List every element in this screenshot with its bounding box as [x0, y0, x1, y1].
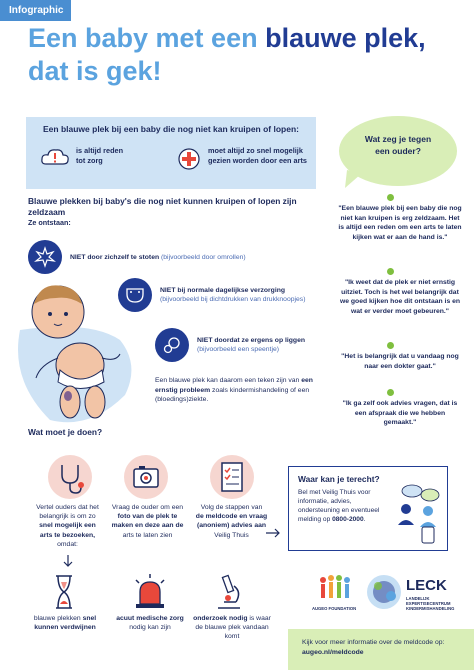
desc-post: zoals kindermishandeling of een (bloedings)ziekte. — [155, 386, 310, 403]
outcome-3-bold: onderzoek nodig — [193, 615, 248, 622]
contact-text-pre: Bel met Veilig Thuis voor informatie, advies, ondersteuning en eventueel melding op — [298, 489, 380, 523]
step-3-line: de meldcode en vraag — [195, 513, 268, 521]
quote-text: "Een blauwe plek bij een baby die nog niet kan kruipen is erg zeldzaam. Het is altijd een reden om een arts te laten kijken wat er aan de hand is." — [338, 205, 462, 241]
step-2-line: maken en deze aan de — [111, 522, 184, 530]
outcome-3-post: is waar de blauwe plek vandaan komt — [195, 615, 271, 640]
arrow-right-icon — [266, 528, 282, 538]
concern-item — [40, 146, 123, 172]
checklist-icon — [210, 455, 254, 499]
steps-heading: Wat moet je doen? — [28, 427, 103, 437]
leck-logo-text: LECK — [406, 577, 447, 594]
stethoscope-icon — [48, 455, 92, 499]
outcome-1-pre: blauwe plekken — [33, 615, 83, 622]
step-2-text — [100, 503, 195, 540]
step-1-line: belangrijk is om zo — [39, 513, 96, 521]
title-line2: dat is gek! — [28, 56, 162, 86]
step-3-line: Veilig Thuis — [214, 531, 249, 539]
quote-bullet-icon — [387, 389, 394, 396]
footer-text — [302, 638, 444, 658]
footer-box — [288, 629, 474, 670]
medical-cross-icon — [176, 146, 202, 172]
step-1-line: snel mogelijk een — [39, 522, 96, 530]
step-2-line: foto van de plek te — [117, 513, 178, 521]
key-message-heading: Een blauwe plek bij een baby die nog niet kan kruipen of lopen: — [43, 124, 299, 134]
cause-item — [118, 278, 333, 312]
leck-logo-subtitle: LANDELIJK EXPERTISECENTRUM KINDERMISHANDELING — [406, 596, 455, 611]
step-3-line: Volg de stappen van — [200, 504, 263, 511]
cause-bold: NIET doordat ze ergens op liggen — [197, 337, 306, 344]
outcome-2-post: nodig kan zijn — [129, 624, 171, 631]
baby-illustration — [10, 270, 145, 430]
bump-icon — [28, 240, 62, 274]
concern-line1: is altijd reden — [76, 146, 124, 155]
bubble-line1: Wat zeg je tegen — [364, 134, 432, 144]
quote-text: "Ik weet dat de plek er niet ernstig uitziet. Toch is het wel belangrijk dat we goed kijken hoe dit ontstaan is en wat er verder moet gebeuren." — [339, 279, 461, 315]
outcome-3-text — [192, 614, 272, 641]
siren-icon — [130, 572, 170, 612]
leck-logo-icon — [364, 572, 404, 612]
doctor-line2: gezien worden door een arts — [208, 156, 307, 165]
cause-item — [28, 240, 246, 274]
contact-text-post: . — [363, 516, 366, 523]
alert-cloud-icon — [40, 146, 70, 172]
quote-text: "Het is belangrijk dat u vandaag nog naar een dokter gaat." — [341, 353, 459, 370]
footer-link[interactable]: augeo.nl/meldcode — [302, 649, 364, 656]
page-title — [28, 22, 468, 88]
augeo-logo — [315, 572, 355, 604]
cause-extra: (bijvoorbeeld een speentje) — [197, 346, 279, 353]
title-part1: Een baby met een — [28, 23, 266, 53]
step-3-line: (anoniem) advies aan — [196, 522, 267, 530]
infographic-tag: Infographic — [0, 0, 71, 21]
step-1-line: Vertel ouders dat het — [36, 504, 99, 511]
quote-bullet-icon — [387, 194, 394, 201]
footer-line1: Kijk voor meer informatie over de meldcode op: — [302, 639, 445, 646]
microscope-icon — [208, 572, 248, 612]
bubble-line2: een ouder? — [375, 146, 421, 156]
step-2-line: arts te laten zien — [122, 531, 173, 539]
quote-bullet-icon — [387, 342, 394, 349]
quote-text: "Ik ga zelf ook advies vragen, dat is een afspraak die we hebben gemaakt." — [342, 400, 458, 426]
warning-description — [155, 376, 335, 405]
camera-icon — [124, 455, 168, 499]
pacifier-icon — [155, 328, 189, 362]
speech-bubble-text — [339, 133, 457, 157]
step-1-line: arts te bezoeken, — [39, 531, 96, 539]
contact-heading: Waar kan je terecht? — [298, 474, 380, 484]
augeo-logo-label: AUGEO FOUNDATION — [312, 606, 357, 611]
outcome-1-bold: snel kunnen verdwijnen — [34, 615, 97, 631]
step-1-line: omdat: — [57, 540, 78, 548]
desc-pre: Een blauwe plek kan daarom een teken zijn van — [155, 377, 302, 384]
step-3-text — [184, 503, 279, 540]
cause-bold: NIET bij normale dagelijkse verzorging — [160, 287, 286, 294]
desc-bold: een ernstig probleem — [155, 377, 313, 394]
contact-phone: 0800-2000 — [332, 516, 364, 523]
cause-extra: (bijvoorbeeld door omrollen) — [161, 253, 246, 261]
concern-line2: tot zorg — [76, 156, 103, 165]
title-part2: blauwe plek, — [265, 23, 426, 53]
contact-text — [298, 488, 393, 524]
doctor-item — [176, 146, 307, 172]
chat-people-icon — [394, 481, 444, 545]
cause-item — [155, 328, 305, 362]
section-subheading: Ze ontstaan: — [28, 218, 71, 227]
speech-bubble-tail — [343, 170, 363, 190]
contact-box — [288, 466, 448, 551]
cause-bold: NIET door zichzelf te stoten — [70, 253, 160, 261]
doctor-line1: moet altijd zo snel mogelijk — [208, 146, 303, 155]
arrow-down-icon — [63, 555, 73, 569]
outcome-2-text — [108, 614, 192, 632]
section-heading: Blauwe plekken bij baby's die nog niet kunnen kruipen of lopen zijn zeldzaam — [28, 196, 297, 217]
step-2-line: Vraag de ouder om een — [111, 504, 184, 511]
outcome-1-text — [30, 614, 100, 632]
hourglass-icon — [44, 572, 84, 612]
outcome-2-bold: acuut medische zorg — [116, 615, 184, 622]
quote-bullet-icon — [387, 268, 394, 275]
key-message-box — [26, 117, 316, 189]
cause-extra: (bijvoorbeeld bij dichtdrukken van drukknoopjes) — [160, 296, 306, 303]
